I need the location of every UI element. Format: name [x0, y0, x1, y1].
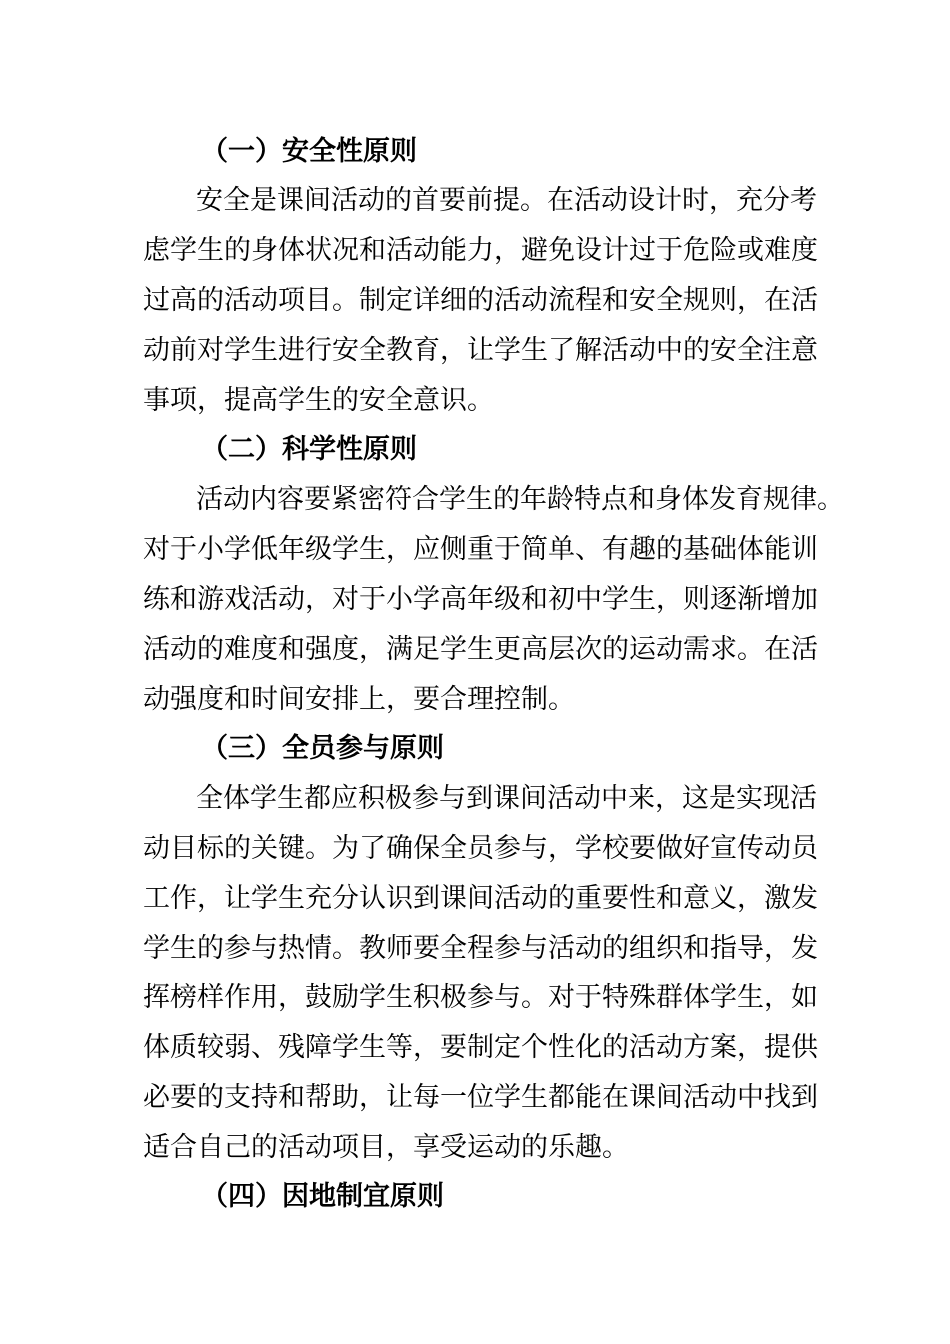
section-heading-2: （二）科学性原则 — [201, 434, 417, 465]
paragraph-line: 虑学生的身体状况和活动能力，避免设计过于危险或难度 — [143, 235, 818, 266]
paragraph-line: 活动的难度和强度，满足学生更高层次的运动需求。在活 — [143, 634, 818, 665]
paragraph-line: 动目标的关键。为了确保全员参与，学校要做好宣传动员 — [143, 833, 818, 864]
paragraph-line: 活动内容要紧密符合学生的年龄特点和身体发育规律。 — [196, 484, 844, 515]
paragraph-line: 安全是课间活动的首要前提。在活动设计时，充分考 — [196, 185, 817, 216]
paragraph-line: 挥榜样作用，鼓励学生积极参与。对于特殊群体学生，如 — [143, 982, 818, 1013]
paragraph-line: 学生的参与热情。教师要全程参与活动的组织和指导，发 — [143, 933, 818, 964]
paragraph-line: 体质较弱、残障学生等，要制定个性化的活动方案，提供 — [143, 1032, 818, 1063]
paragraph-line: 过高的活动项目。制定详细的活动流程和安全规则，在活 — [143, 285, 818, 316]
section-heading-3: （三）全员参与原则 — [201, 733, 444, 764]
paragraph-line: 必要的支持和帮助，让每一位学生都能在课间活动中找到 — [143, 1082, 818, 1113]
section-heading-1: （一）安全性原则 — [201, 136, 417, 167]
section-heading-4: （四）因地制宜原则 — [201, 1181, 444, 1212]
paragraph-line: 工作，让学生充分认识到课间活动的重要性和意义，激发 — [143, 883, 818, 914]
paragraph-line: 动前对学生进行安全教育，让学生了解活动中的安全注意 — [143, 335, 818, 366]
paragraph-line: 对于小学低年级学生，应侧重于简单、有趣的基础体能训 — [143, 534, 818, 565]
paragraph-line: 适合自己的活动项目，享受运动的乐趣。 — [143, 1132, 629, 1163]
paragraph-line: 练和游戏活动，对于小学高年级和初中学生，则逐渐增加 — [143, 584, 818, 615]
paragraph-line: 动强度和时间安排上，要合理控制。 — [143, 684, 575, 715]
paragraph-line: 全体学生都应积极参与到课间活动中来，这是实现活 — [196, 783, 817, 814]
paragraph-line: 事项，提高学生的安全意识。 — [143, 385, 494, 416]
